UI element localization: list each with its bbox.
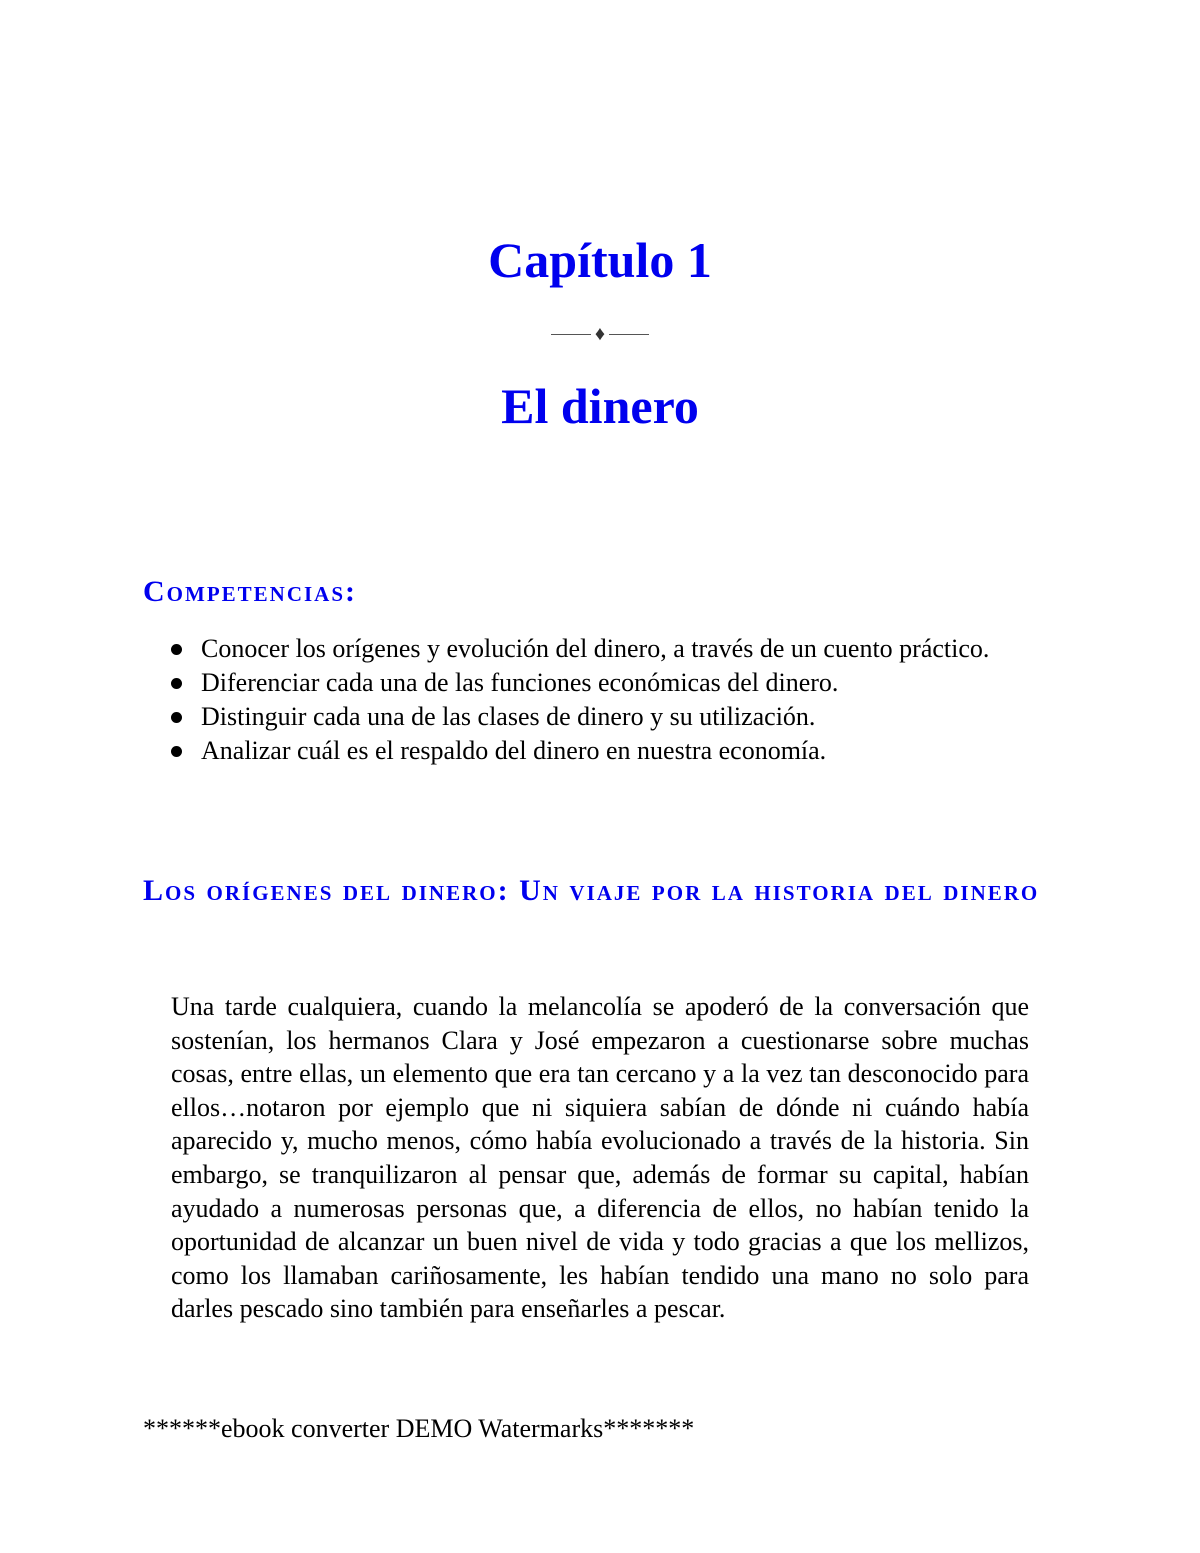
competencias-list — [143, 632, 1060, 768]
bullet-icon — [171, 644, 182, 655]
list-item-text: Analizar cuál es el respaldo del dinero en nuestra economía. — [201, 736, 827, 765]
chapter-title: El dinero — [501, 378, 699, 434]
chapter-label: Capítulo 1 — [488, 232, 712, 288]
bullet-icon — [171, 678, 182, 689]
list-item — [143, 632, 1060, 666]
list-item-text: Distinguir cada una de las clases de dinero y su utilización. — [201, 702, 816, 731]
bullet-icon — [171, 746, 182, 757]
list-item-text: Conocer los orígenes y evolución del dinero, a través de un cuento práctico. — [201, 634, 990, 663]
body-paragraph: Una tarde cualquiera, cuando la melancolía se apoderó de la conversación que sostenían, los hermanos Clara y José empezaron a cuestionarse sobre muchas cosas, entre ellas, un elemento que era tan cercano y a la vez tan desconocido para ellos…notaron por ejemplo que ni siquiera sabían de dónde ni cuándo había aparecido y, mucho menos, cómo había evolucionado a través de la historia. Sin embargo, se tranquilizaron al pensar que, además de formar su capital, habían ayudado a numerosas personas que, a diferencia de ellos, no habían tenido la oportunidad de alcanzar un buen nivel de vida y todo gracias a que los mellizos, como los llamaban cariñosamente, les habían tendido una mano no solo para darles pescado sino también para enseñarles a pescar. — [171, 992, 1029, 1324]
ornament-rule-right — [609, 334, 649, 335]
list-item — [143, 734, 1060, 768]
chapter-ornament — [0, 320, 1200, 348]
list-item — [143, 700, 1060, 734]
ornament-rule-left — [551, 334, 591, 335]
section-heading: Los orígenes del dinero: Un viaje por la historia del dinero — [143, 874, 1040, 907]
list-item-text: Diferenciar cada una de las funciones económicas del dinero. — [201, 668, 839, 697]
watermark-text: ******ebook converter DEMO Watermarks******* — [143, 1414, 695, 1443]
list-item — [143, 666, 1060, 700]
competencias-heading: Competencias: — [143, 575, 358, 608]
bullet-icon — [171, 712, 182, 723]
diamond-icon: ♦ — [594, 323, 606, 345]
